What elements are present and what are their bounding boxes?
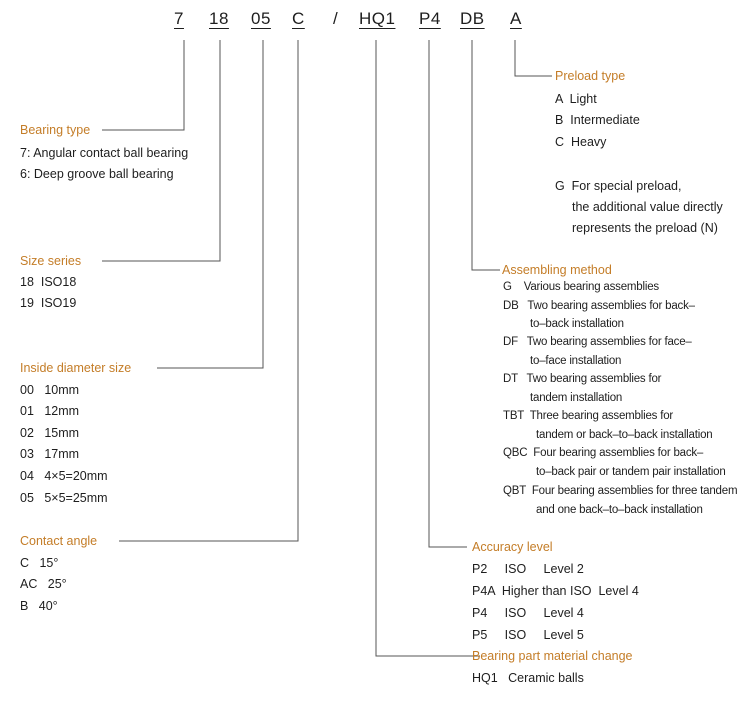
- code-part-inside-diameter: 05: [251, 9, 271, 28]
- assembling-item: DB Two bearing assemblies for back–: [503, 300, 695, 312]
- preload-special: represents the preload (N): [572, 221, 718, 235]
- contact-angle-title: Contact angle: [20, 534, 98, 548]
- accuracy-item: P4 ISO Level 4: [472, 606, 584, 620]
- contact-angle-item: AC 25°: [20, 577, 67, 591]
- connector-inside-diameter: [157, 40, 263, 368]
- assembling-item: DT Two bearing assemblies for: [503, 373, 662, 385]
- assembling-item: to–back installation: [530, 318, 624, 330]
- material-title: Bearing part material change: [472, 649, 633, 663]
- connector-accuracy: [429, 40, 467, 547]
- preload-special: G For special preload,: [555, 179, 682, 193]
- bearing-type-item: 7: Angular contact ball bearing: [20, 146, 189, 160]
- assembling-item: QBT Four bearing assemblies for three tandem: [503, 485, 738, 497]
- connector-assembling: [472, 40, 500, 270]
- inside-diameter-item: 03 17mm: [20, 447, 80, 461]
- size-series-item: 19 ISO19: [20, 296, 77, 310]
- preload-title: Preload type: [555, 69, 626, 83]
- assembling-item: to–back pair or tandem pair installation: [536, 466, 726, 478]
- contact-angle-item: B 40°: [20, 599, 58, 613]
- connector-preload: [515, 40, 552, 76]
- material-item: HQ1 Ceramic balls: [472, 671, 584, 685]
- code-part-material: HQ1: [359, 9, 396, 28]
- assembling-title: Assembling method: [502, 263, 612, 277]
- accuracy-item: P2 ISO Level 2: [472, 562, 584, 576]
- preload-item: C Heavy: [555, 135, 607, 149]
- inside-diameter-item: 00 10mm: [20, 383, 80, 397]
- inside-diameter-item: 04 4×5=20mm: [20, 469, 108, 483]
- preload-special: the additional value directly: [572, 200, 723, 214]
- size-series-title: Size series: [20, 254, 82, 268]
- connector-material: [376, 40, 480, 656]
- code-part-contact-angle: C: [292, 9, 305, 28]
- accuracy-item: P4A Higher than ISO Level 4: [472, 584, 639, 598]
- assembling-item: G Various bearing assemblies: [503, 281, 659, 293]
- assembling-item: TBT Three bearing assemblies for: [503, 410, 674, 422]
- assembling-item: to–face installation: [530, 355, 622, 367]
- accuracy-title: Accuracy level: [472, 540, 553, 554]
- connector-contact-angle: [119, 40, 298, 541]
- assembling-item: QBC Four bearing assemblies for back–: [503, 447, 704, 459]
- assembling-item: DF Two bearing assemblies for face–: [503, 336, 692, 348]
- code-part-size-series: 18: [209, 9, 229, 28]
- code-part-type: 7: [174, 9, 184, 28]
- inside-diameter-item: 01 12mm: [20, 404, 80, 418]
- inside-diameter-title: Inside diameter size: [20, 361, 132, 375]
- assembling-item: and one back–to–back installation: [536, 504, 703, 516]
- contact-angle-item: C 15°: [20, 556, 59, 570]
- inside-diameter-item: 02 15mm: [20, 426, 80, 440]
- assembling-item: tandem or back–to–back installation: [536, 429, 713, 441]
- code-part-separator: /: [333, 9, 339, 28]
- code-part-accuracy: P4: [419, 9, 441, 28]
- bearing-type-item: 6: Deep groove ball bearing: [20, 167, 174, 181]
- connector-bearing-type: [102, 40, 184, 130]
- code-part-assembling: DB: [460, 9, 485, 28]
- accuracy-item: P5 ISO Level 5: [472, 628, 584, 642]
- inside-diameter-item: 05 5×5=25mm: [20, 491, 108, 505]
- preload-item: A Light: [555, 92, 597, 106]
- preload-item: B Intermediate: [555, 113, 640, 127]
- size-series-item: 18 ISO18: [20, 275, 77, 289]
- bearing-type-title: Bearing type: [20, 123, 91, 137]
- assembling-item: tandem installation: [530, 392, 623, 404]
- code-part-preload: A: [510, 9, 522, 28]
